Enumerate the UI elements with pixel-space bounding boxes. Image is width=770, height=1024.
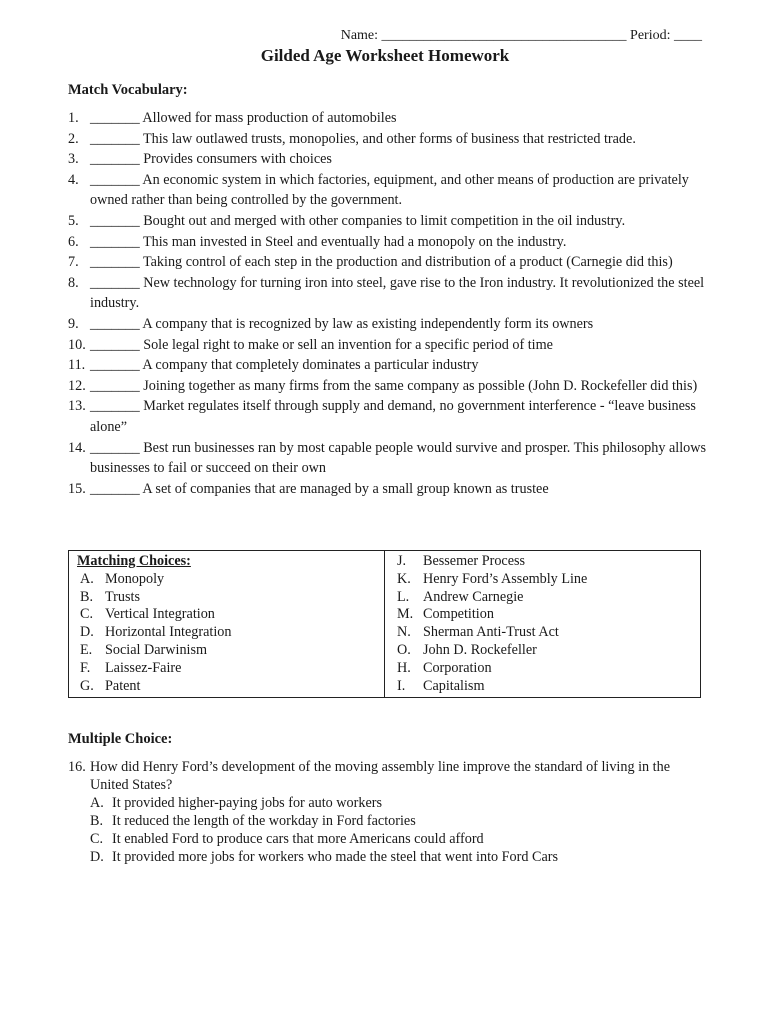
list-item	[68, 129, 708, 150]
choice-text: Horizontal Integration	[105, 624, 232, 641]
choice-item	[397, 642, 700, 660]
option-letter: C.	[90, 831, 104, 847]
choice-letter: J.	[397, 553, 407, 569]
item-text: This law outlawed trusts, monopolies, and other forms of business that restricted trade.	[142, 130, 636, 147]
choice-item	[397, 571, 700, 589]
name-period-line	[0, 28, 702, 44]
answer-blank[interactable]: _______	[90, 480, 140, 497]
choices-right-column	[385, 551, 700, 697]
answer-option-c[interactable]	[68, 830, 708, 848]
list-item	[68, 314, 708, 335]
item-number: 13.	[68, 398, 86, 415]
choice-letter: L.	[397, 588, 410, 605]
item-text: Taking control of each step in the production and distribution of a product (Carnegie did this)	[142, 254, 673, 271]
option-letter: D.	[90, 849, 104, 865]
answer-blank[interactable]: _______	[90, 130, 140, 147]
item-text: An economic system in which factories, equipment, and other means of production are privately owned rather than being controlled by the government.	[90, 171, 689, 209]
choice-letter: K.	[397, 570, 411, 587]
item-number: 7.	[68, 254, 79, 271]
choice-text: Competition	[423, 606, 494, 623]
choice-item	[80, 571, 384, 589]
question-text: How did Henry Ford’s development of the moving assembly line improve the standard of living in the United States?	[90, 759, 671, 793]
item-text: A company that completely dominates a particular industry	[142, 357, 479, 374]
item-text: Allowed for mass production of automobiles	[142, 110, 397, 126]
choice-text: Henry Ford’s Assembly Line	[423, 570, 588, 587]
choice-letter: I.	[397, 677, 406, 694]
choice-item	[80, 678, 384, 696]
choice-item	[80, 624, 384, 642]
item-text: Market regulates itself through supply and demand, no government interference - “leave business alone”	[90, 398, 696, 435]
choice-item	[397, 624, 700, 642]
choice-letter: E.	[80, 641, 93, 658]
choice-letter: O.	[397, 641, 411, 658]
answer-blank[interactable]: _______	[90, 439, 140, 456]
answer-blank[interactable]: _______	[90, 274, 140, 291]
answer-blank[interactable]: _______	[90, 110, 140, 126]
list-item	[68, 355, 708, 376]
list-item	[68, 149, 708, 170]
choice-item	[80, 606, 384, 624]
choice-letter: A.	[80, 570, 94, 587]
choice-text: Capitalism	[423, 677, 485, 694]
answer-blank[interactable]: _______	[90, 254, 140, 271]
choice-text: Andrew Carnegie	[423, 588, 524, 605]
vocab-list	[68, 108, 708, 499]
option-text: It reduced the length of the workday in Ford factories	[112, 813, 416, 829]
multiple-choice-question	[68, 758, 708, 866]
item-number: 10.	[68, 336, 86, 353]
option-letter: A.	[90, 795, 104, 811]
list-item	[68, 438, 708, 479]
period-field[interactable]: Period: ____	[630, 28, 702, 43]
answer-option-a[interactable]	[68, 794, 708, 812]
item-text: Joining together as many firms from the same company as possible (John D. Rockefeller did this)	[143, 377, 698, 394]
item-text: Best run businesses ran by most capable people would survive and prosper. This philosophy allows businesses to fail or succeed on their own	[90, 439, 707, 477]
answer-blank[interactable]: _______	[90, 377, 140, 394]
list-item	[68, 273, 708, 314]
vocab-heading: Match Vocabulary:	[68, 82, 188, 98]
option-text: It provided higher-paying jobs for auto workers	[112, 795, 382, 811]
page-title: Gilded Age Worksheet Homework	[260, 46, 510, 65]
item-number: 9.	[68, 315, 79, 332]
choice-text: Vertical Integration	[105, 606, 215, 623]
choice-item	[397, 606, 700, 624]
item-number: 6.	[68, 233, 79, 250]
answer-blank[interactable]: _______	[90, 336, 140, 353]
item-text: A company that is recognized by law as existing independently form its owners	[142, 315, 594, 332]
answer-blank[interactable]: _______	[90, 212, 140, 229]
choice-letter: N.	[397, 624, 411, 641]
item-text: New technology for turning iron into steel, gave rise to the Iron industry. It revolutionized the steel industry.	[90, 274, 705, 312]
answer-blank[interactable]: _______	[90, 398, 140, 415]
choice-letter: F.	[80, 659, 91, 676]
item-text: Sole legal right to make or sell an invention for a specific period of time	[143, 336, 553, 353]
answer-option-d[interactable]	[68, 848, 708, 866]
choice-item	[397, 660, 700, 678]
item-text: Bought out and merged with other companies to limit competition in the oil industry.	[143, 212, 626, 229]
answer-blank[interactable]: _______	[90, 171, 140, 188]
list-item	[68, 108, 708, 129]
choice-item	[397, 678, 700, 696]
choice-text: Trusts	[105, 588, 140, 605]
item-number: 3.	[68, 151, 79, 168]
choice-letter: M.	[397, 606, 414, 623]
choice-text: Monopoly	[105, 570, 165, 587]
list-item	[68, 376, 708, 397]
item-number: 12.	[68, 377, 86, 394]
choice-item	[80, 642, 384, 660]
answer-blank[interactable]: _______	[90, 151, 140, 168]
item-text: Provides consumers with choices	[143, 151, 332, 168]
item-number: 4.	[68, 171, 79, 188]
choice-letter: D.	[80, 624, 94, 641]
option-text: It provided more jobs for workers who made the steel that went into Ford Cars	[112, 849, 559, 865]
choice-text: Laissez-Faire	[105, 659, 182, 676]
choice-text: Social Darwinism	[105, 641, 208, 658]
choice-item	[397, 589, 700, 607]
answer-blank[interactable]: _______	[90, 233, 140, 250]
choice-item	[80, 660, 384, 678]
choice-text: Patent	[105, 677, 141, 694]
choice-letter: G.	[80, 677, 94, 694]
item-number: 8.	[68, 274, 79, 291]
choice-letter: C.	[80, 606, 94, 623]
name-field[interactable]: Name: ___________________________________	[340, 28, 627, 43]
option-letter: B.	[90, 813, 104, 829]
choices-left-column	[69, 551, 385, 697]
matching-choices-table	[68, 550, 701, 698]
answer-blank[interactable]: _______	[90, 357, 140, 374]
item-number: 1.	[68, 110, 79, 126]
multiple-choice-heading: Multiple Choice:	[68, 731, 173, 747]
choice-item	[80, 589, 384, 607]
question-number: 16.	[68, 759, 86, 775]
choice-text: Bessemer Process	[423, 553, 526, 569]
choice-item	[397, 553, 700, 571]
choice-letter: B.	[80, 588, 94, 605]
item-number: 14.	[68, 439, 86, 456]
answer-option-b[interactable]	[68, 812, 708, 830]
choice-text: Sherman Anti-Trust Act	[423, 624, 559, 641]
list-item	[68, 232, 708, 253]
option-text: It enabled Ford to produce cars that more Americans could afford	[112, 831, 484, 847]
item-number: 15.	[68, 480, 86, 497]
list-item	[68, 170, 708, 211]
choices-heading: Matching Choices:	[77, 553, 191, 569]
item-text: This man invested in Steel and eventually had a monopoly on the industry.	[142, 233, 567, 250]
list-item	[68, 396, 708, 437]
item-number: 2.	[68, 130, 79, 147]
answer-blank[interactable]: _______	[90, 315, 140, 332]
list-item	[68, 479, 708, 500]
list-item	[68, 335, 708, 356]
list-item	[68, 252, 708, 273]
question-16	[68, 758, 708, 794]
choice-letter: H.	[397, 659, 411, 676]
list-item	[68, 211, 708, 232]
item-text: A set of companies that are managed by a small group known as trustee	[142, 480, 549, 497]
choice-text: Corporation	[423, 659, 492, 676]
item-number: 5.	[68, 212, 79, 229]
item-number: 11.	[68, 357, 86, 374]
choice-text: John D. Rockefeller	[423, 641, 537, 658]
